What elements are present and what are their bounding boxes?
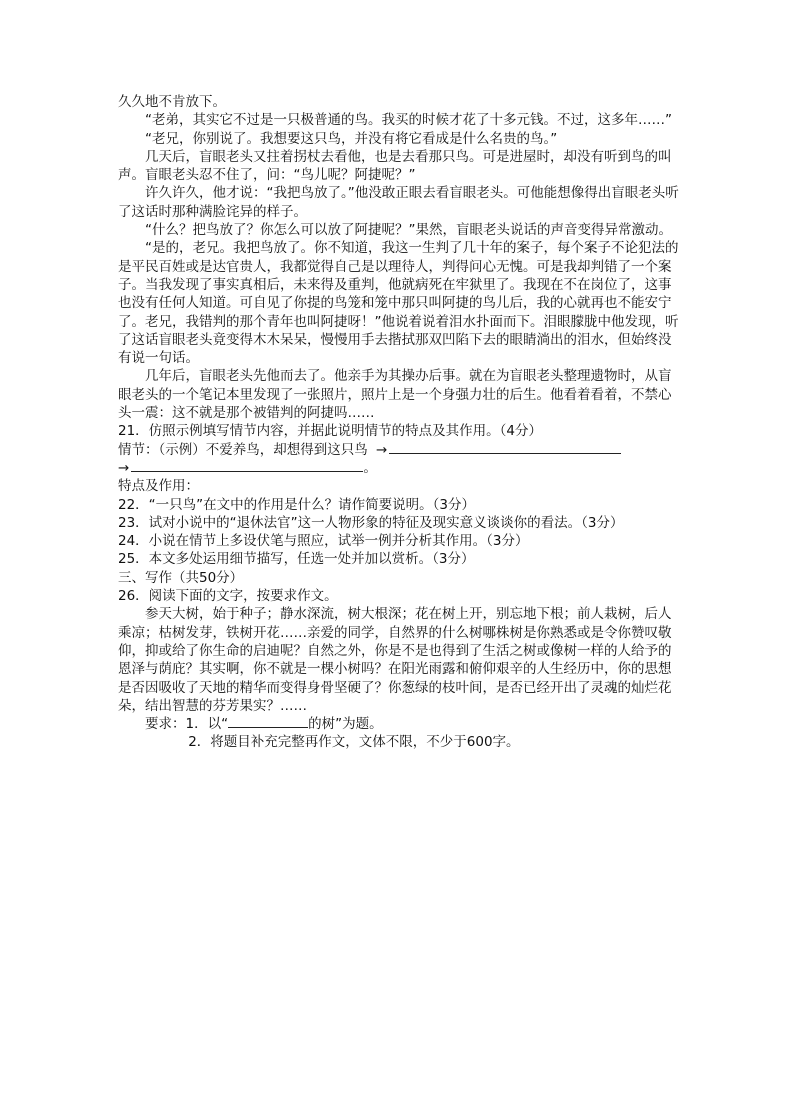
question-25: 25．本文多处运用细节描写，任选一处并加以赏析。（3分） [118, 551, 475, 568]
question-26: 26．阅读下面的文字，按要求作文。 [118, 588, 338, 605]
question-21-plot-row [118, 441, 684, 459]
requirement-1 [118, 715, 684, 733]
story-paragraph-0: 久久地不肯放下。 [118, 94, 226, 110]
title-blank[interactable] [228, 715, 308, 728]
question-24: 24．小说在情节上多设伏笔与照应，试举一例并分析其作用。（3分） [118, 533, 529, 550]
story-paragraph-2: “老兄，你别说了。我想要这只鸟，并没有将它看成是什么名贵的鸟。” [145, 130, 558, 147]
arrow-icon: → [376, 441, 388, 458]
question-21-plot-row-2 [118, 459, 684, 477]
requirement-1-label: 要求：1．以“ [145, 716, 229, 733]
story-paragraph-6: “是的，老兄。我把鸟放了。你不知道，我这一生判了几十年的案子，每个案子不论犯法的是平民百姓或是达官贵人，我都觉得自己是以理待人，判得问心无愧。可是我却判错了一个案子。当我发现了事实真相后，未来得及重判，他就病死在牢狱里了。我现在不在岗位了，这事也没有任何人知道。可自见了你提的鸟笼和笼中那只叫阿捷的鸟儿后，我的心就再也不能安宁了。老兄，我错判的那个青年也叫阿捷呀！”他说着说着泪水扑面而下。泪眼朦胧中他发现，听了这话盲眼老头竟变得木木呆呆，慢慢用手去揩拭那双凹陷下去的眼睛淌出的泪水，但始终没有说一句话。 [118, 240, 679, 367]
question-23: 23．试对小说中的“退休法官”这一人物形象的特征及现实意义谈谈你的看法。（3分） [118, 514, 624, 531]
story-paragraph-1: “老弟，其实它不过是一只极普通的鸟。我买的时候才花了十多元钱。不过，这多年……” [145, 112, 672, 129]
answer-blank-2[interactable] [131, 459, 363, 472]
document-page [118, 93, 684, 752]
requirement-1-tail: 的树”为题。 [308, 716, 383, 733]
plot-example-label: 情节：（示例）不爱养鸟，却想得到这只鸟 [118, 441, 368, 458]
end-mark: 。 [363, 459, 377, 476]
story-paragraph-5: “什么？把鸟放了？你怎么可以放了阿捷呢？”果然，盲眼老头说话的声音变得异常激动。 [145, 222, 672, 239]
story-paragraph-7: 几年后，盲眼老头先他而去了。他亲手为其操办后事。就在为盲眼老头整理遗物时，从盲眼老头的一个笔记本里发现了一张照片，照片上是一个身强力壮的后生。他看着看着，不禁心头一震：这不就是那个被错判的阿捷吗…… [118, 368, 672, 422]
writing-passage: 参天大树，始于种子；静水深流，树大根深；花在树上开，别忘地下根；前人栽树，后人乘凉；枯树发芽，铁树开花……亲爱的同学，自然界的什么树哪株树是你熟悉或是令你赞叹敬仰，抑或给了你生命的启迪呢？自然之外，你是不是也得到了生活之树或像树一样的人给予的恩泽与荫庇？其实啊，你不就是一棵小树吗？在阳光雨露和俯仰艰辛的人生经历中，你的思想是否因吸收了天地的精华而变得身骨坚硬了？你葱绿的枝叶间，是否已经开出了灵魂的灿烂花朵，结出智慧的芬芳果实？…… [118, 606, 672, 714]
answer-blank-1[interactable] [389, 441, 621, 454]
question-21-prompt: 21．仿照示例填写情节内容，并据此说明情节的特点及其作用。（4分） [118, 423, 543, 440]
question-22: 22．“一只鸟”在文中的作用是什么？请作简要说明。（3分） [118, 496, 476, 513]
features-label: 特点及作用： [118, 478, 199, 495]
arrow-icon: → [118, 459, 130, 476]
story-paragraph-3: 几天后，盲眼老头又拄着拐杖去看他，也是去看那只鸟。可是进屋时，却没有听到鸟的叫声。盲眼老头忍不住了，问：“鸟儿呢？阿捷呢？” [118, 148, 672, 184]
writing-section-heading: 三、写作（共50分） [118, 569, 244, 586]
requirement-2: 2．将题目补充完整再作文，文体不限，不少于600字。 [188, 734, 520, 751]
story-paragraph-4: 许久许久，他才说：“我把鸟放了。”他没敢正眼去看盲眼老头。可他能想像得出盲眼老头听了这话时那种满脸诧异的样子。 [118, 185, 679, 220]
